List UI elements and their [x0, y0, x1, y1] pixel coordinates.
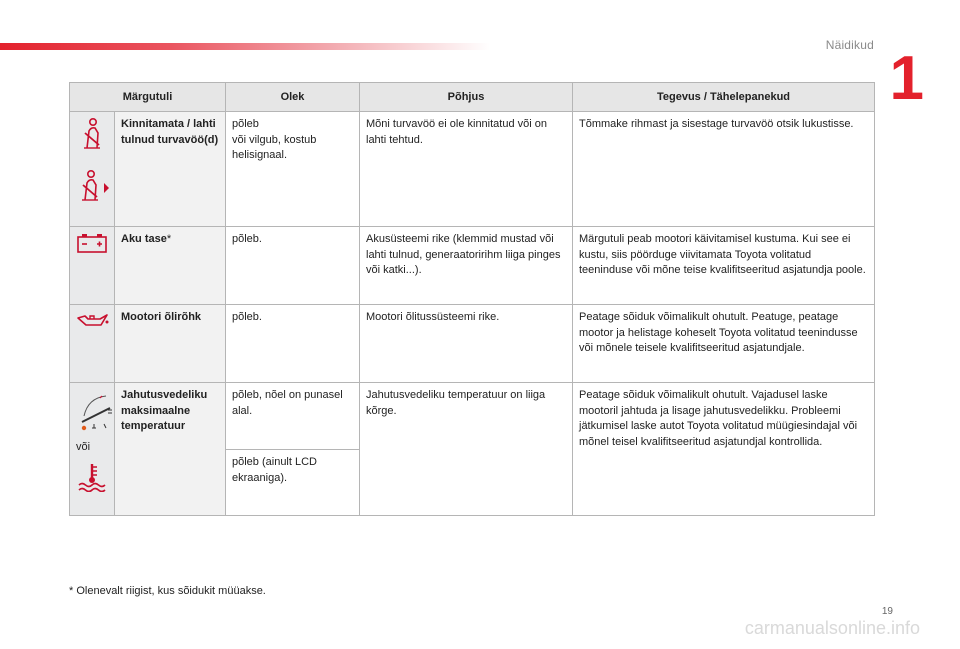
status-cell — [226, 305, 360, 383]
status-cell — [226, 227, 360, 305]
status-line: või vilgub, kostub helisignaal. — [232, 133, 317, 161]
indicator-label: Mootori õlirõhk — [115, 305, 226, 383]
cause-cell: Mõni turvavöö ei ole kinnitatud või on lahti tehtud. — [360, 112, 573, 227]
seatbelt-flashing-icon — [76, 169, 112, 203]
status-line: põleb. — [232, 311, 262, 323]
status-cell — [226, 112, 360, 227]
status-cell — [226, 383, 360, 450]
coolant-temperature-icon — [77, 462, 107, 492]
chapter-number: 1 — [889, 44, 924, 113]
battery-icon — [76, 232, 108, 254]
indicator-label — [115, 227, 226, 305]
status-line: põleb. — [232, 233, 262, 245]
column-header-status: Olek — [226, 83, 360, 112]
indicator-table — [69, 82, 875, 516]
watermark: carmanualsonline.info — [744, 618, 920, 638]
column-header-action: Tegevus / Tähelepanekud — [573, 83, 875, 112]
footnote-marker: * — [166, 233, 172, 245]
cause-cell: Mootori õlitussüsteemi rike. — [360, 305, 573, 383]
status-line: põleb — [232, 118, 259, 130]
table-row — [70, 305, 875, 383]
temperature-gauge-icon — [76, 388, 116, 434]
icon-cell — [70, 112, 115, 227]
page-number: 19 — [881, 606, 893, 617]
table-header-row — [70, 83, 875, 112]
table-row — [70, 383, 875, 450]
column-header-indicator: Märgutuli — [70, 83, 226, 112]
cause-cell: Akusüsteemi rike (klemmid mustad või lahti tulnud, generaatoririhm liiga pinges või katki...). — [360, 227, 573, 305]
action-cell: Tõmmake rihmast ja sisestage turvavöö otsik lukustisse. — [573, 112, 875, 227]
icon-cell — [70, 305, 115, 383]
action-cell: Peatage sõiduk võimalikult ohutult. Vajadusel laske mootoril jahtuda ja lisage jahutusvedelikku. Probleemi jätkumisel laske autot Toyota volitatud müügiesindajal või mõnel teisel kvalifitseeritud asjatundjal kontrollida. — [573, 383, 875, 516]
icon-cell — [70, 227, 115, 305]
table-row — [70, 112, 875, 227]
or-text: või — [76, 441, 91, 453]
status-cell-alt: põleb (ainult LCD ekraaniga). — [226, 450, 360, 516]
indicator-label: Jahutusvedeliku maksimaalne temperatuur — [115, 383, 226, 516]
action-cell: Märgutuli peab mootori käivitamisel kustuma. Kui see ei kustu, siis pöörduge viivitamata Toyota volitatud teeninduse või mõne teise kvalifitseeritud asjatundja poole. — [573, 227, 875, 305]
indicator-label: Kinnitamata / lahti tulnud turvavöö(d) — [115, 112, 226, 227]
seatbelt-icon — [77, 117, 107, 151]
icon-cell — [70, 383, 115, 516]
header-stripe — [0, 43, 490, 50]
action-cell: Peatage sõiduk võimalikult ohutult. Peatuge, peatage mootor ja helistage koheselt Toyota volitatud teenindusse või mõnele teisele kvalifitseeritud asjatundjale. — [573, 305, 875, 383]
oil-can-icon — [76, 310, 110, 330]
status-line: põleb, nõel on punasel alal. — [232, 389, 343, 417]
indicator-label-text: Aku tase — [121, 233, 167, 245]
cause-cell: Jahutusvedeliku temperatuur on liiga kõrge. — [360, 383, 573, 516]
footnote: * Olenevalt riigist, kus sõidukit müüakse. — [69, 585, 266, 597]
column-header-cause: Põhjus — [360, 83, 573, 112]
table-row — [70, 227, 875, 305]
section-title: Näidikud — [825, 38, 874, 52]
